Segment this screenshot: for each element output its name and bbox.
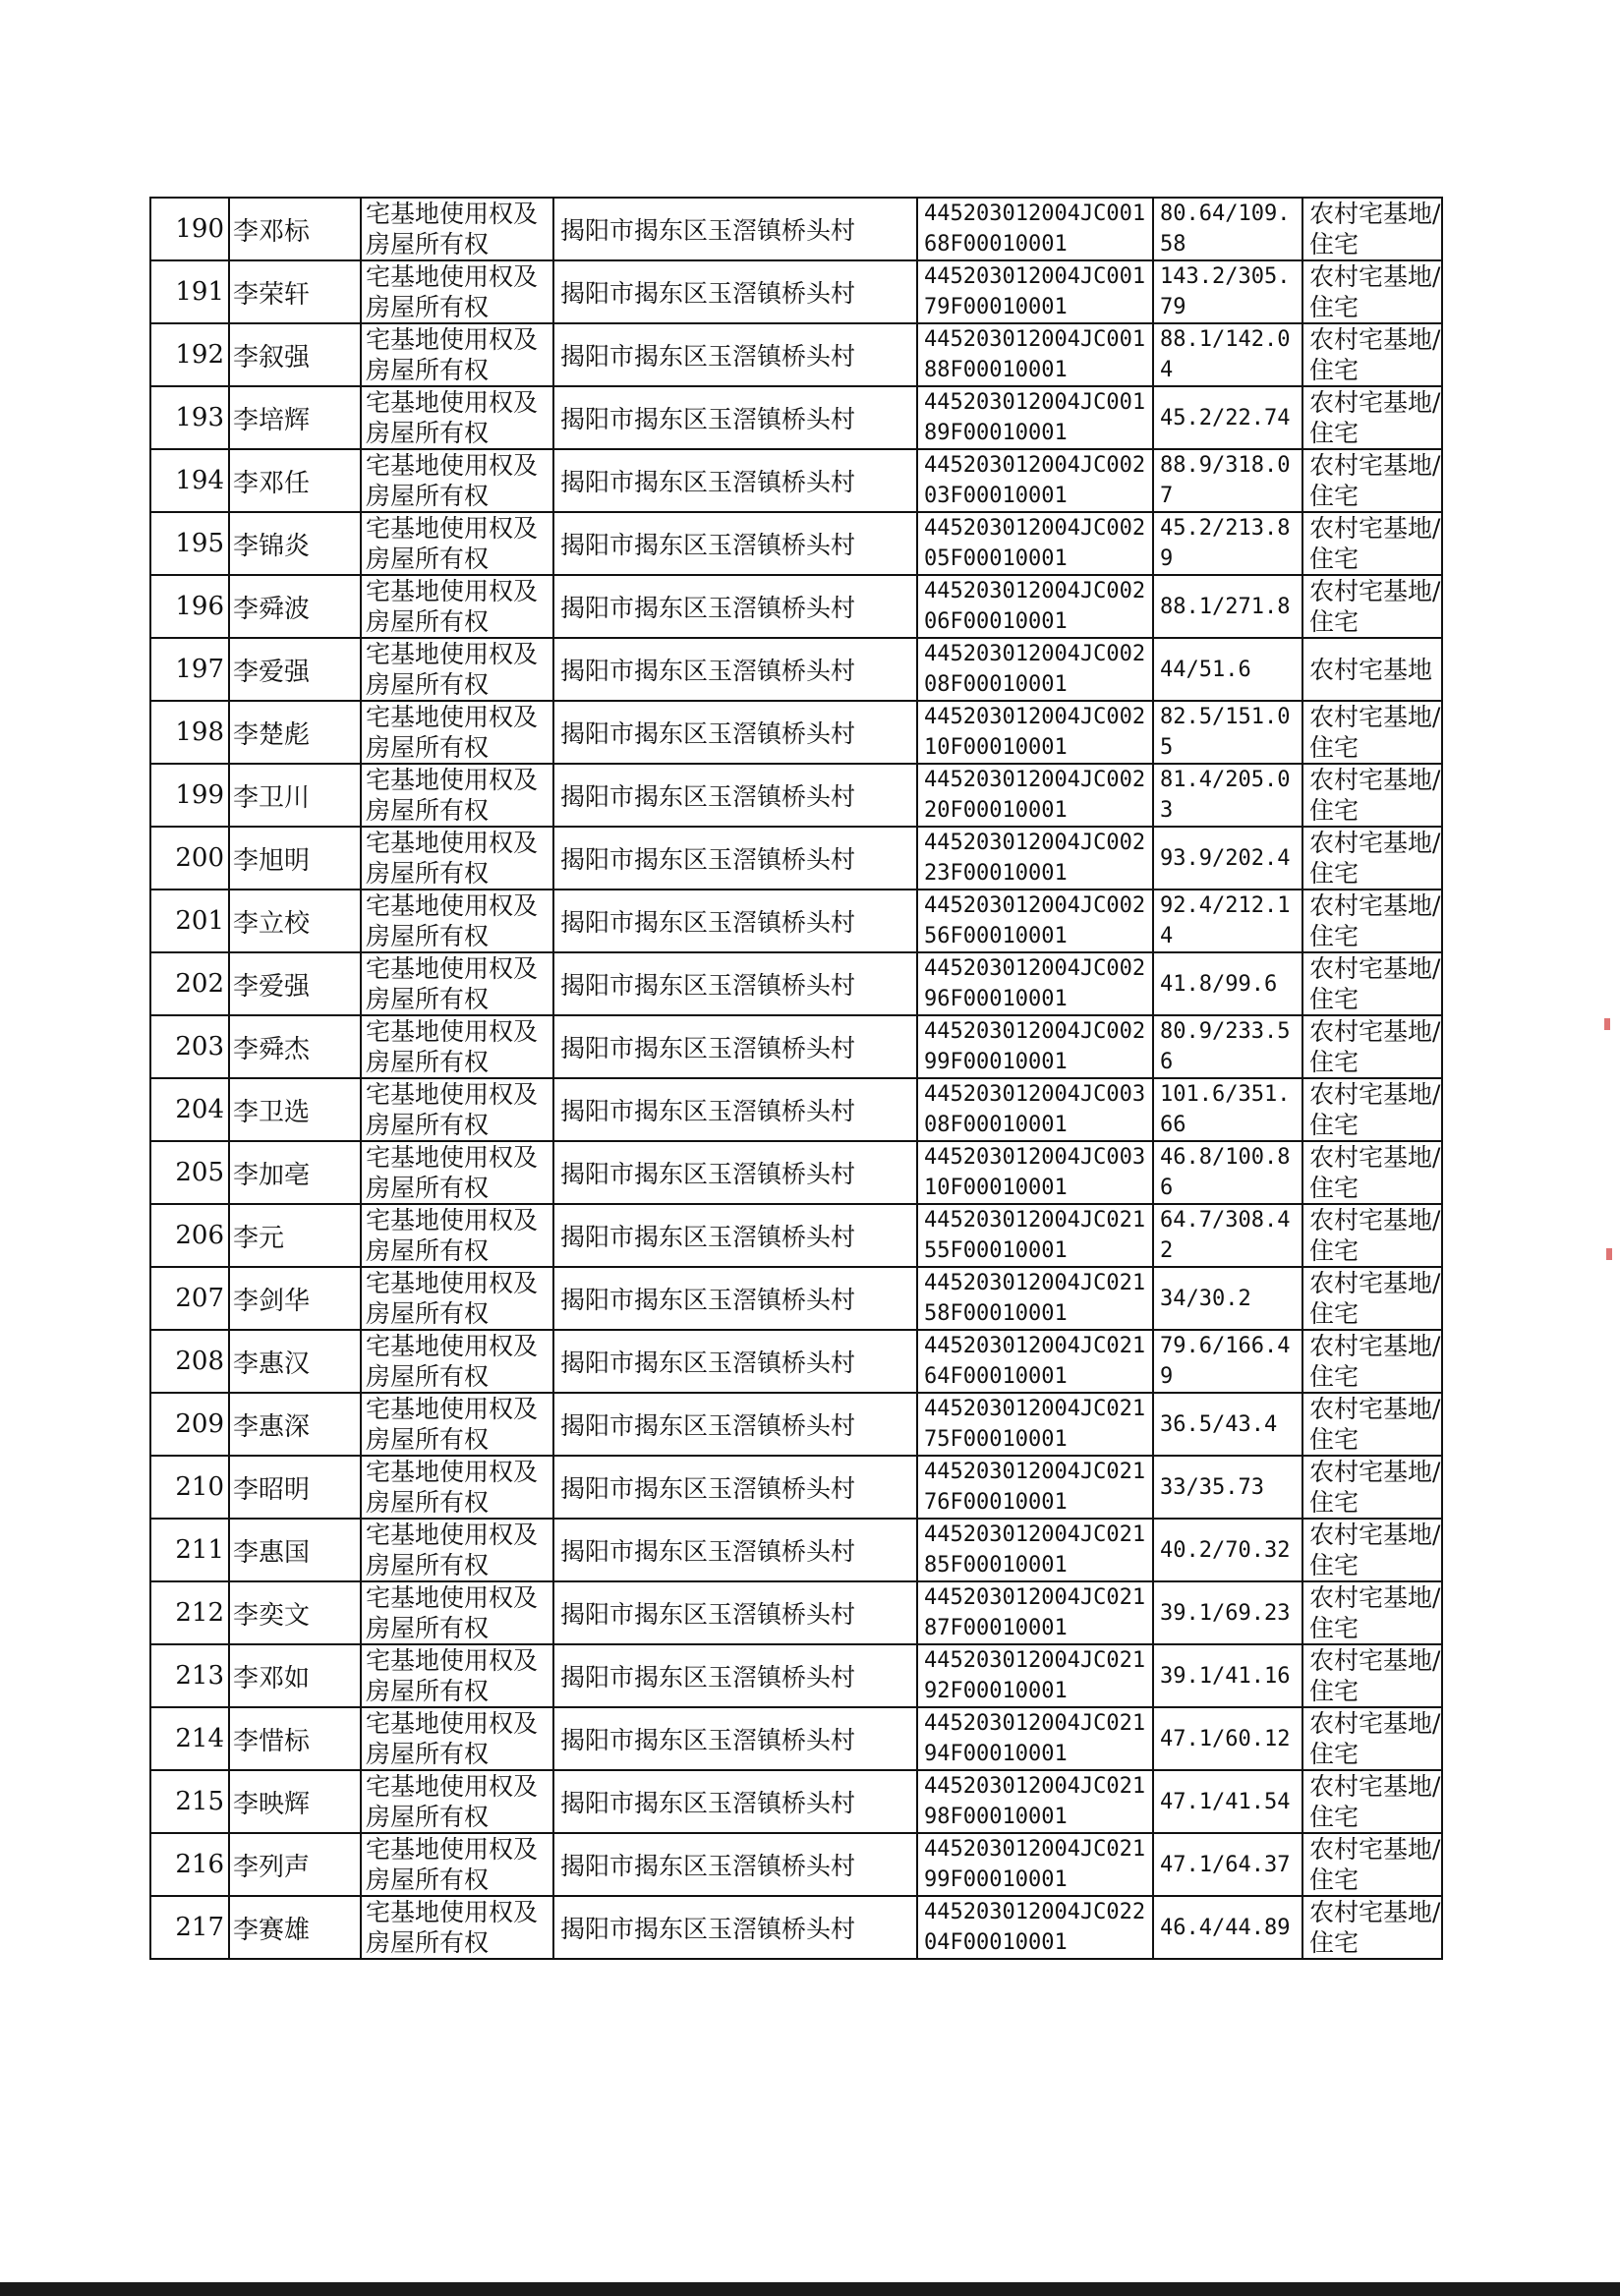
right-type: 宅基地使用权及房屋所有权 (361, 1770, 553, 1833)
right-type: 宅基地使用权及房屋所有权 (361, 512, 553, 575)
land-usage: 农村宅基地/住宅 (1302, 1519, 1442, 1581)
area-value: 143.2/305.79 (1153, 260, 1302, 323)
property-address: 揭阳市揭东区玉滘镇桥头村 (553, 1770, 917, 1833)
table-row (150, 890, 1442, 952)
row-number: 204 (150, 1078, 229, 1141)
row-number: 191 (150, 260, 229, 323)
unit-code: 445203012004JC02175F00010001 (917, 1393, 1153, 1456)
land-usage: 农村宅基地/住宅 (1302, 386, 1442, 449)
property-address: 揭阳市揭东区玉滘镇桥头村 (553, 323, 917, 386)
area-value: 40.2/70.32 (1153, 1519, 1302, 1581)
owner-name: 李培辉 (229, 386, 361, 449)
land-usage: 农村宅基地/住宅 (1302, 764, 1442, 827)
right-type: 宅基地使用权及房屋所有权 (361, 386, 553, 449)
owner-name: 李惠深 (229, 1393, 361, 1456)
right-type: 宅基地使用权及房屋所有权 (361, 575, 553, 638)
right-type: 宅基地使用权及房屋所有权 (361, 449, 553, 512)
row-number: 206 (150, 1204, 229, 1267)
table-row (150, 386, 1442, 449)
owner-name: 李爱强 (229, 638, 361, 701)
owner-name: 李舜杰 (229, 1015, 361, 1078)
owner-name: 李楚彪 (229, 701, 361, 764)
row-number: 196 (150, 575, 229, 638)
land-usage: 农村宅基地/住宅 (1302, 1267, 1442, 1330)
owner-name: 李邓标 (229, 198, 361, 260)
row-number: 194 (150, 449, 229, 512)
unit-code: 445203012004JC00256F00010001 (917, 890, 1153, 952)
land-usage: 农村宅基地/住宅 (1302, 1896, 1442, 1959)
owner-name: 李立校 (229, 890, 361, 952)
table-row (150, 512, 1442, 575)
row-number: 203 (150, 1015, 229, 1078)
table-row (150, 638, 1442, 701)
row-number: 199 (150, 764, 229, 827)
row-number: 202 (150, 952, 229, 1015)
area-value: 80.64/109.58 (1153, 198, 1302, 260)
property-address: 揭阳市揭东区玉滘镇桥头村 (553, 1707, 917, 1770)
unit-code: 445203012004JC00168F00010001 (917, 198, 1153, 260)
owner-name: 李荣轩 (229, 260, 361, 323)
right-type: 宅基地使用权及房屋所有权 (361, 198, 553, 260)
table-row (150, 1015, 1442, 1078)
row-number: 197 (150, 638, 229, 701)
unit-code: 445203012004JC00205F00010001 (917, 512, 1153, 575)
area-value: 46.4/44.89 (1153, 1896, 1302, 1959)
unit-code: 445203012004JC02192F00010001 (917, 1644, 1153, 1707)
registry-table-body (150, 198, 1442, 1959)
unit-code: 445203012004JC00188F00010001 (917, 323, 1153, 386)
property-address: 揭阳市揭东区玉滘镇桥头村 (553, 1456, 917, 1519)
land-usage: 农村宅基地/住宅 (1302, 1644, 1442, 1707)
table-row (150, 1330, 1442, 1393)
right-type: 宅基地使用权及房屋所有权 (361, 1393, 553, 1456)
unit-code: 445203012004JC02199F00010001 (917, 1833, 1153, 1896)
land-usage: 农村宅基地/住宅 (1302, 1078, 1442, 1141)
area-value: 47.1/60.12 (1153, 1707, 1302, 1770)
unit-code: 445203012004JC00223F00010001 (917, 827, 1153, 890)
unit-code: 445203012004JC02176F00010001 (917, 1456, 1153, 1519)
area-value: 92.4/212.14 (1153, 890, 1302, 952)
table-row (150, 260, 1442, 323)
unit-code: 445203012004JC00296F00010001 (917, 952, 1153, 1015)
land-usage: 农村宅基地/住宅 (1302, 260, 1442, 323)
owner-name: 李卫川 (229, 764, 361, 827)
row-number: 215 (150, 1770, 229, 1833)
owner-name: 李惠汉 (229, 1330, 361, 1393)
land-usage: 农村宅基地/住宅 (1302, 1015, 1442, 1078)
right-type: 宅基地使用权及房屋所有权 (361, 1141, 553, 1204)
area-value: 88.9/318.07 (1153, 449, 1302, 512)
right-type: 宅基地使用权及房屋所有权 (361, 1456, 553, 1519)
unit-code: 445203012004JC00208F00010001 (917, 638, 1153, 701)
owner-name: 李叙强 (229, 323, 361, 386)
land-usage: 农村宅基地/住宅 (1302, 1393, 1442, 1456)
area-value: 88.1/142.04 (1153, 323, 1302, 386)
right-type: 宅基地使用权及房屋所有权 (361, 1330, 553, 1393)
row-number: 209 (150, 1393, 229, 1456)
unit-code: 445203012004JC00203F00010001 (917, 449, 1153, 512)
row-number: 198 (150, 701, 229, 764)
land-usage: 农村宅基地/住宅 (1302, 1581, 1442, 1644)
property-address: 揭阳市揭东区玉滘镇桥头村 (553, 449, 917, 512)
owner-name: 李邓如 (229, 1644, 361, 1707)
land-usage: 农村宅基地/住宅 (1302, 1141, 1442, 1204)
unit-code: 445203012004JC02158F00010001 (917, 1267, 1153, 1330)
right-type: 宅基地使用权及房屋所有权 (361, 1707, 553, 1770)
area-value: 46.8/100.86 (1153, 1141, 1302, 1204)
property-address: 揭阳市揭东区玉滘镇桥头村 (553, 386, 917, 449)
area-value: 39.1/69.23 (1153, 1581, 1302, 1644)
table-row (150, 1707, 1442, 1770)
area-value: 45.2/213.89 (1153, 512, 1302, 575)
land-usage: 农村宅基地/住宅 (1302, 1770, 1442, 1833)
row-number: 207 (150, 1267, 229, 1330)
unit-code: 445203012004JC00210F00010001 (917, 701, 1153, 764)
row-number: 216 (150, 1833, 229, 1896)
owner-name: 李锦炎 (229, 512, 361, 575)
owner-name: 李舜波 (229, 575, 361, 638)
row-number: 201 (150, 890, 229, 952)
land-usage: 农村宅基地/住宅 (1302, 827, 1442, 890)
property-address: 揭阳市揭东区玉滘镇桥头村 (553, 1330, 917, 1393)
table-row (150, 1581, 1442, 1644)
land-usage: 农村宅基地/住宅 (1302, 890, 1442, 952)
table-row (150, 952, 1442, 1015)
area-value: 44/51.6 (1153, 638, 1302, 701)
unit-code: 445203012004JC02194F00010001 (917, 1707, 1153, 1770)
area-value: 81.4/205.03 (1153, 764, 1302, 827)
table-row (150, 575, 1442, 638)
property-address: 揭阳市揭东区玉滘镇桥头村 (553, 764, 917, 827)
property-address: 揭阳市揭东区玉滘镇桥头村 (553, 952, 917, 1015)
right-type: 宅基地使用权及房屋所有权 (361, 890, 553, 952)
table-row (150, 827, 1442, 890)
unit-code: 445203012004JC02155F00010001 (917, 1204, 1153, 1267)
right-type: 宅基地使用权及房屋所有权 (361, 1204, 553, 1267)
property-address: 揭阳市揭东区玉滘镇桥头村 (553, 1141, 917, 1204)
owner-name: 李映辉 (229, 1770, 361, 1833)
table-row (150, 1393, 1442, 1456)
table-row (150, 198, 1442, 260)
property-address: 揭阳市揭东区玉滘镇桥头村 (553, 512, 917, 575)
right-type: 宅基地使用权及房屋所有权 (361, 827, 553, 890)
row-number: 210 (150, 1456, 229, 1519)
right-type: 宅基地使用权及房屋所有权 (361, 952, 553, 1015)
area-value: 34/30.2 (1153, 1267, 1302, 1330)
row-number: 211 (150, 1519, 229, 1581)
table-row (150, 701, 1442, 764)
land-usage: 农村宅基地/住宅 (1302, 198, 1442, 260)
owner-name: 李爱强 (229, 952, 361, 1015)
land-usage: 农村宅基地/住宅 (1302, 449, 1442, 512)
unit-code: 445203012004JC00220F00010001 (917, 764, 1153, 827)
land-usage: 农村宅基地/住宅 (1302, 1833, 1442, 1896)
row-number: 214 (150, 1707, 229, 1770)
land-usage: 农村宅基地/住宅 (1302, 512, 1442, 575)
unit-code: 445203012004JC02204F00010001 (917, 1896, 1153, 1959)
row-number: 213 (150, 1644, 229, 1707)
right-type: 宅基地使用权及房屋所有权 (361, 323, 553, 386)
table-row (150, 1833, 1442, 1896)
property-address: 揭阳市揭东区玉滘镇桥头村 (553, 827, 917, 890)
owner-name: 李奕文 (229, 1581, 361, 1644)
right-type: 宅基地使用权及房屋所有权 (361, 1015, 553, 1078)
unit-code: 445203012004JC02164F00010001 (917, 1330, 1153, 1393)
owner-name: 李加亳 (229, 1141, 361, 1204)
red-mark-upper (1604, 1018, 1610, 1030)
land-usage: 农村宅基地/住宅 (1302, 1330, 1442, 1393)
area-value: 64.7/308.42 (1153, 1204, 1302, 1267)
property-address: 揭阳市揭东区玉滘镇桥头村 (553, 1896, 917, 1959)
table-row (150, 449, 1442, 512)
property-address: 揭阳市揭东区玉滘镇桥头村 (553, 701, 917, 764)
area-value: 47.1/41.54 (1153, 1770, 1302, 1833)
area-value: 39.1/41.16 (1153, 1644, 1302, 1707)
land-usage: 农村宅基地/住宅 (1302, 1204, 1442, 1267)
right-type: 宅基地使用权及房屋所有权 (361, 764, 553, 827)
row-number: 217 (150, 1896, 229, 1959)
unit-code: 445203012004JC00179F00010001 (917, 260, 1153, 323)
owner-name: 李剑华 (229, 1267, 361, 1330)
owner-name: 李旭明 (229, 827, 361, 890)
owner-name: 李惠国 (229, 1519, 361, 1581)
area-value: 33/35.73 (1153, 1456, 1302, 1519)
land-usage: 农村宅基地/住宅 (1302, 701, 1442, 764)
right-type: 宅基地使用权及房屋所有权 (361, 1833, 553, 1896)
scan-bottom-edge (0, 2282, 1620, 2296)
owner-name: 李卫选 (229, 1078, 361, 1141)
table-row (150, 1896, 1442, 1959)
property-address: 揭阳市揭东区玉滘镇桥头村 (553, 1267, 917, 1330)
property-address: 揭阳市揭东区玉滘镇桥头村 (553, 638, 917, 701)
area-value: 45.2/22.74 (1153, 386, 1302, 449)
area-value: 88.1/271.8 (1153, 575, 1302, 638)
unit-code: 445203012004JC02187F00010001 (917, 1581, 1153, 1644)
land-usage: 农村宅基地/住宅 (1302, 323, 1442, 386)
unit-code: 445203012004JC02198F00010001 (917, 1770, 1153, 1833)
property-address: 揭阳市揭东区玉滘镇桥头村 (553, 890, 917, 952)
area-value: 101.6/351.66 (1153, 1078, 1302, 1141)
table-row (150, 1141, 1442, 1204)
row-number: 192 (150, 323, 229, 386)
row-number: 205 (150, 1141, 229, 1204)
unit-code: 445203012004JC00310F00010001 (917, 1141, 1153, 1204)
property-address: 揭阳市揭东区玉滘镇桥头村 (553, 260, 917, 323)
area-value: 41.8/99.6 (1153, 952, 1302, 1015)
right-type: 宅基地使用权及房屋所有权 (361, 701, 553, 764)
property-address: 揭阳市揭东区玉滘镇桥头村 (553, 198, 917, 260)
owner-name: 李惜标 (229, 1707, 361, 1770)
row-number: 208 (150, 1330, 229, 1393)
owner-name: 李昭明 (229, 1456, 361, 1519)
land-usage: 农村宅基地/住宅 (1302, 1707, 1442, 1770)
property-address: 揭阳市揭东区玉滘镇桥头村 (553, 1644, 917, 1707)
area-value: 82.5/151.05 (1153, 701, 1302, 764)
row-number: 195 (150, 512, 229, 575)
property-address: 揭阳市揭东区玉滘镇桥头村 (553, 1581, 917, 1644)
table-row (150, 1204, 1442, 1267)
table-row (150, 323, 1442, 386)
table-row (150, 1267, 1442, 1330)
row-number: 200 (150, 827, 229, 890)
registry-table (149, 197, 1443, 1960)
land-usage: 农村宅基地/住宅 (1302, 952, 1442, 1015)
owner-name: 李邓任 (229, 449, 361, 512)
unit-code: 445203012004JC00189F00010001 (917, 386, 1153, 449)
right-type: 宅基地使用权及房屋所有权 (361, 1267, 553, 1330)
owner-name: 李元 (229, 1204, 361, 1267)
right-type: 宅基地使用权及房屋所有权 (361, 1519, 553, 1581)
land-usage: 农村宅基地/住宅 (1302, 1456, 1442, 1519)
owner-name: 李列声 (229, 1833, 361, 1896)
right-type: 宅基地使用权及房屋所有权 (361, 1644, 553, 1707)
area-value: 93.9/202.4 (1153, 827, 1302, 890)
right-type: 宅基地使用权及房屋所有权 (361, 1078, 553, 1141)
property-address: 揭阳市揭东区玉滘镇桥头村 (553, 1015, 917, 1078)
unit-code: 445203012004JC00206F00010001 (917, 575, 1153, 638)
area-value: 79.6/166.49 (1153, 1330, 1302, 1393)
unit-code: 445203012004JC00299F00010001 (917, 1015, 1153, 1078)
right-type: 宅基地使用权及房屋所有权 (361, 1896, 553, 1959)
right-type: 宅基地使用权及房屋所有权 (361, 1581, 553, 1644)
unit-code: 445203012004JC00308F00010001 (917, 1078, 1153, 1141)
owner-name: 李赛雄 (229, 1896, 361, 1959)
property-address: 揭阳市揭东区玉滘镇桥头村 (553, 1393, 917, 1456)
area-value: 47.1/64.37 (1153, 1833, 1302, 1896)
property-address: 揭阳市揭东区玉滘镇桥头村 (553, 1078, 917, 1141)
row-number: 190 (150, 198, 229, 260)
table-row (150, 1456, 1442, 1519)
table-row (150, 1519, 1442, 1581)
land-usage: 农村宅基地 (1302, 638, 1442, 701)
row-number: 212 (150, 1581, 229, 1644)
table-row (150, 764, 1442, 827)
area-value: 80.9/233.56 (1153, 1015, 1302, 1078)
property-address: 揭阳市揭东区玉滘镇桥头村 (553, 575, 917, 638)
red-mark-lower (1606, 1248, 1612, 1260)
property-address: 揭阳市揭东区玉滘镇桥头村 (553, 1833, 917, 1896)
area-value: 36.5/43.4 (1153, 1393, 1302, 1456)
table-row (150, 1644, 1442, 1707)
property-address: 揭阳市揭东区玉滘镇桥头村 (553, 1204, 917, 1267)
right-type: 宅基地使用权及房屋所有权 (361, 638, 553, 701)
table-row (150, 1078, 1442, 1141)
unit-code: 445203012004JC02185F00010001 (917, 1519, 1153, 1581)
table-row (150, 1770, 1442, 1833)
row-number: 193 (150, 386, 229, 449)
property-address: 揭阳市揭东区玉滘镇桥头村 (553, 1519, 917, 1581)
right-type: 宅基地使用权及房屋所有权 (361, 260, 553, 323)
land-usage: 农村宅基地/住宅 (1302, 575, 1442, 638)
